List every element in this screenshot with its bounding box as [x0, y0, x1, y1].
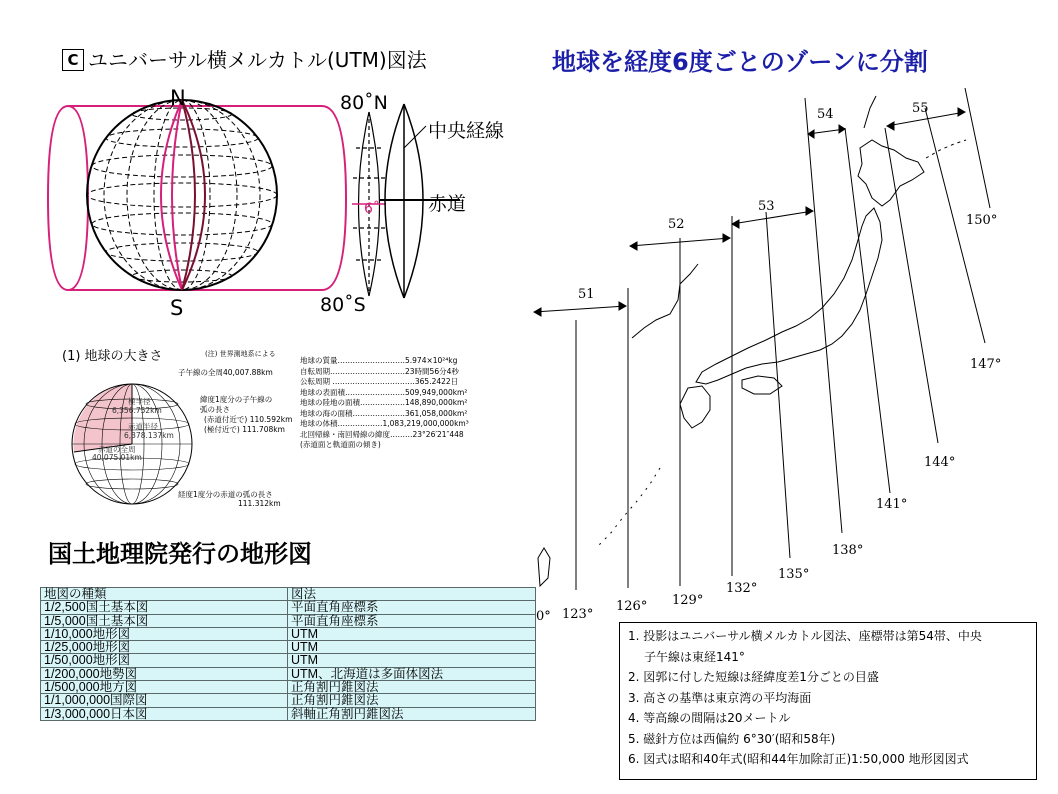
note-item: 2. 図郭に付した短線は経緯度差1分ごとの目盛 [628, 670, 879, 684]
earth-stat-volume: 地球の体積………………1,083,219,000,000km³ [300, 419, 469, 428]
lat-arc-line-1: 緯度1度分の子午線の [200, 395, 273, 404]
zone-arrows [534, 108, 965, 316]
table-cell: 1/500,000地方図 [41, 681, 288, 694]
zone-label-51: 51 [578, 287, 595, 302]
table-row [41, 681, 536, 694]
zone-label-54: 54 [817, 107, 834, 122]
map-projection-table [40, 587, 536, 721]
taiwan [538, 548, 550, 586]
table-row [41, 627, 536, 640]
table-cell: UTM [288, 654, 536, 667]
earth-stats-list [300, 356, 469, 451]
earth-stat-revolution: 公転周期 ……………………………365.2422日 [300, 377, 459, 386]
table-cell: 1/1,000,000国際図 [41, 694, 288, 707]
central-meridian-label: 中央経線 [428, 120, 505, 142]
gsi-maps-title: 国土地理院発行の地形図 [48, 540, 312, 568]
shikoku [742, 376, 782, 394]
meridian-lines [576, 88, 990, 590]
table-cell: UTM、北海道は多面体図法 [288, 667, 536, 680]
table-row [41, 707, 536, 720]
polar-radius-label: 極半径 [128, 397, 151, 406]
lon-arc-line-1: 経度1度分の赤道の弧の長さ [178, 490, 273, 499]
equator-circumference-label: 赤道の全周 [98, 445, 136, 454]
longitude-label: 135° [778, 567, 810, 582]
table-header-row [41, 588, 536, 601]
table-cell: 正角割円錐図法 [288, 694, 536, 707]
earth-stat-surface: 地球の表面積……………………509,949,000km² [300, 387, 468, 397]
table-header-cell: 地図の種類 [41, 588, 288, 601]
korea-coast [632, 264, 698, 338]
table-cell: 1/25,000地形図 [41, 641, 288, 654]
lat-arc-line-3: (赤道付近で) 110.592km [204, 415, 293, 424]
table-cell: 1/2,500国土基本図 [41, 601, 288, 614]
earth-stat-mass: 地球の質量………………………5.974×10²⁴kg [300, 356, 458, 365]
longitude-label: 144° [924, 455, 956, 470]
table-cell: 1/10,000地形図 [41, 627, 288, 640]
utm-diagram [40, 38, 518, 323]
sakhalin-coast [864, 96, 876, 128]
south-pole-label: S [170, 296, 184, 320]
table-cell: 平面直角座標系 [288, 601, 536, 614]
table-row [41, 667, 536, 680]
main-title: 地球を経度6度ごとのゾーンに分割 [552, 48, 928, 76]
map-notes-box [619, 622, 1037, 780]
earth-size-title: (1) 地球の大きさ [62, 349, 163, 364]
table-cell: 平面直角座標系 [288, 614, 536, 627]
map-notes-list [620, 623, 1036, 770]
table-cell: 1/50,000地形図 [41, 654, 288, 667]
note-item: 5. 磁針方位は西偏約 6°30′(昭和58年) [628, 731, 836, 746]
lat-arc-line-4: (極付近で) 111.708km [204, 425, 285, 434]
polar-radius-value: 6,356.752km [112, 406, 162, 415]
table-header-cell: 図法 [288, 588, 536, 601]
utm-diagram-panel [40, 38, 518, 323]
lon-arc-line-2: 111.312km [238, 499, 281, 508]
note-item: 4. 等高線の間隔は20メートル [628, 711, 791, 725]
kurils [926, 140, 966, 158]
utm-zone-map [520, 88, 1050, 628]
longitude-label: 150° [966, 213, 998, 228]
table-cell: 斜軸正角割円錐図法 [288, 707, 536, 720]
projection-cylinder [48, 106, 346, 290]
table-row [41, 601, 536, 614]
note-item-continuation: 子午線は東経141° [644, 649, 745, 664]
longitude-label: 141° [876, 497, 908, 512]
lat-arc-line-2: 弧の長さ [200, 405, 230, 414]
equatorial-radius-value: 6,378.137km [124, 431, 174, 440]
table-cell: 1/5,000国土基本図 [41, 614, 288, 627]
north-pole-label: N [170, 86, 186, 110]
longitude-label: 147° [970, 357, 1002, 372]
zone-width-label: 6˚ [364, 201, 380, 217]
lat-80-north-label: 80˚N [340, 92, 388, 114]
utm-title: ユニバーサル横メルカトル(UTM)図法 [88, 48, 427, 72]
longitude-labels [536, 213, 1001, 624]
note-item: 6. 図式は昭和40年式(昭和44年加除訂正)1:50,000 地形図図式 [628, 752, 969, 766]
table-row [41, 614, 536, 627]
equatorial-radius-label: 赤道半径 [128, 422, 158, 431]
table-cell: 1/200,000地勢図 [41, 667, 288, 680]
longitude-label: 129° [672, 593, 704, 608]
globe [87, 100, 277, 290]
table-row [41, 694, 536, 707]
longitude-label: 132° [726, 581, 758, 596]
note-item: 1. 投影はユニバーサル横メルカトル図法、座標帯は第54帯、中央 [628, 629, 982, 643]
zone-label-52: 52 [668, 217, 685, 232]
table-cell: UTM [288, 641, 536, 654]
table-cell: UTM [288, 627, 536, 640]
section-letter-badge: C [62, 49, 84, 71]
equator-circumference-value: 40,075.01km [92, 453, 142, 462]
meridian-circumference: 子午線の全周40,007.88km [178, 368, 273, 377]
longitude-label: 123° [562, 607, 594, 622]
note-item: 3. 高さの基準は東京湾の平均海面 [628, 690, 812, 705]
japan-outline [538, 96, 966, 586]
table-cell: 1/3,000,000日本図 [41, 707, 288, 720]
earth-stat-tropic: 北回帰線・南回帰線の緯度………23°26′21″448 [300, 429, 464, 439]
table-row [41, 654, 536, 667]
hokkaido [858, 140, 924, 206]
table-cell: 正角割円錐図法 [288, 681, 536, 694]
lat-80-south-label: 80˚S [320, 294, 366, 316]
equator-label: 赤道 [428, 193, 467, 215]
longitude-label: 138° [832, 543, 864, 558]
kyushu [680, 386, 710, 428]
earth-stat-rotation: 自転周期…………………………23時間56分4秒 [300, 366, 459, 376]
longitude-label: 126° [616, 599, 648, 614]
earth-stat-land: 地球の陸地の面積………………148,890,000km² [300, 398, 468, 407]
earth-stat-sea: 地球の海の面積…………………361,058,000km² [300, 408, 468, 418]
earth-size-note: (注) 世界測地系による [205, 350, 276, 358]
longitude-label: 0° [536, 609, 551, 624]
zone-label-55: 55 [912, 101, 929, 116]
earth-stat-tilt-note: (赤道面と軌道面の傾き) [300, 440, 381, 449]
table-row [41, 641, 536, 654]
utm-heading [62, 44, 427, 73]
zone-label-53: 53 [758, 199, 775, 214]
